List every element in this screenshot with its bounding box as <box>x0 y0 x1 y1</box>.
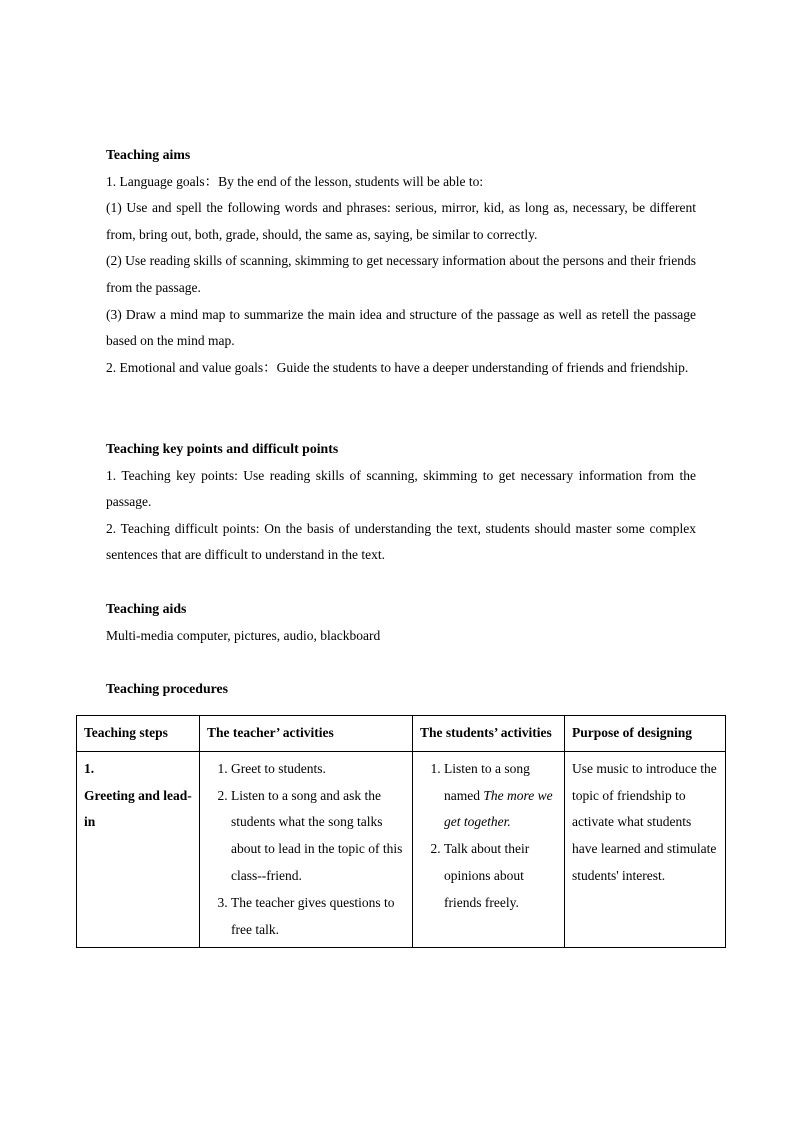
emotional-goals-paragraph: 2. Emotional and value goals：Guide the students to have a deeper understanding of friends and friendship. <box>106 359 689 375</box>
header-teacher-activities: The teacher’ activities <box>200 716 413 752</box>
header-teaching-steps: Teaching steps <box>77 716 200 752</box>
language-goals-item-3: (3) Draw a mind map to summarize the main idea and structure of the passage as well as retell the passage based on the mind map. <box>106 306 696 349</box>
students-activities-cell <box>413 751 565 948</box>
teaching-procedures-section <box>106 676 696 703</box>
table-header-row <box>77 716 726 752</box>
procedures-table <box>76 715 726 948</box>
key-points-section <box>106 436 696 569</box>
teacher-activities-cell <box>200 751 413 948</box>
table-row <box>77 751 726 948</box>
teaching-aids-section <box>106 596 696 649</box>
purpose-cell: Use music to introduce the topic of friendship to activate what students have learned and stimulate students' interest. <box>565 751 726 948</box>
song-title: The more we get together. <box>444 787 553 830</box>
teaching-aims-heading: Teaching aims <box>106 147 191 162</box>
language-goals-paragraph: 1. Language goals：By the end of the lesson, students will be able to: <box>106 173 484 189</box>
teaching-aims-section <box>106 142 696 381</box>
teaching-procedures-heading: Teaching procedures <box>106 681 229 696</box>
list-item: 2. Talk about their opinions about friends freely. <box>444 836 557 916</box>
list-item: 1. Greet to students. <box>231 756 405 783</box>
step-number: 1. <box>84 760 95 776</box>
key-points-heading: Teaching key points and difficult points <box>106 441 339 456</box>
list-item <box>444 756 557 836</box>
list-item: 3. The teacher gives questions to free talk. <box>231 890 405 944</box>
difficult-points-paragraph: 2. Teaching difficult points: On the basis of understanding the text, students should master some complex sentences that are difficult to understand in the text. <box>106 520 696 563</box>
list-item: 2. Listen to a song and ask the students what the song talks about to lead in the topic of this class--friend. <box>231 783 405 890</box>
language-goals-item-1: (1) Use and spell the following words and phrases: serious, mirror, kid, as long as, necessary, be different from, bring out, both, grade, should, the same as, saying, be similar to correctly. <box>106 200 696 242</box>
step-name: Greeting and lead-in <box>84 787 192 830</box>
language-goals-item-2: (2) Use reading skills of scanning, skimming to get necessary information about the persons and their friends from the passage. <box>106 253 696 295</box>
key-points-paragraph: 1. Teaching key points: Use reading skills of scanning, skimming to get necessary information from the passage. <box>106 467 696 510</box>
header-purpose: Purpose of designing <box>565 716 726 752</box>
step-cell <box>77 751 200 948</box>
student-activity-1-text: Listen to a song named <box>444 760 530 803</box>
teaching-aids-heading: Teaching aids <box>106 601 187 616</box>
students-activities-list <box>420 756 557 917</box>
header-students-activities: The students’ activities <box>413 716 565 752</box>
teaching-aids-text: Multi-media computer, pictures, audio, blackboard <box>106 627 381 643</box>
teacher-activities-list <box>207 756 405 944</box>
